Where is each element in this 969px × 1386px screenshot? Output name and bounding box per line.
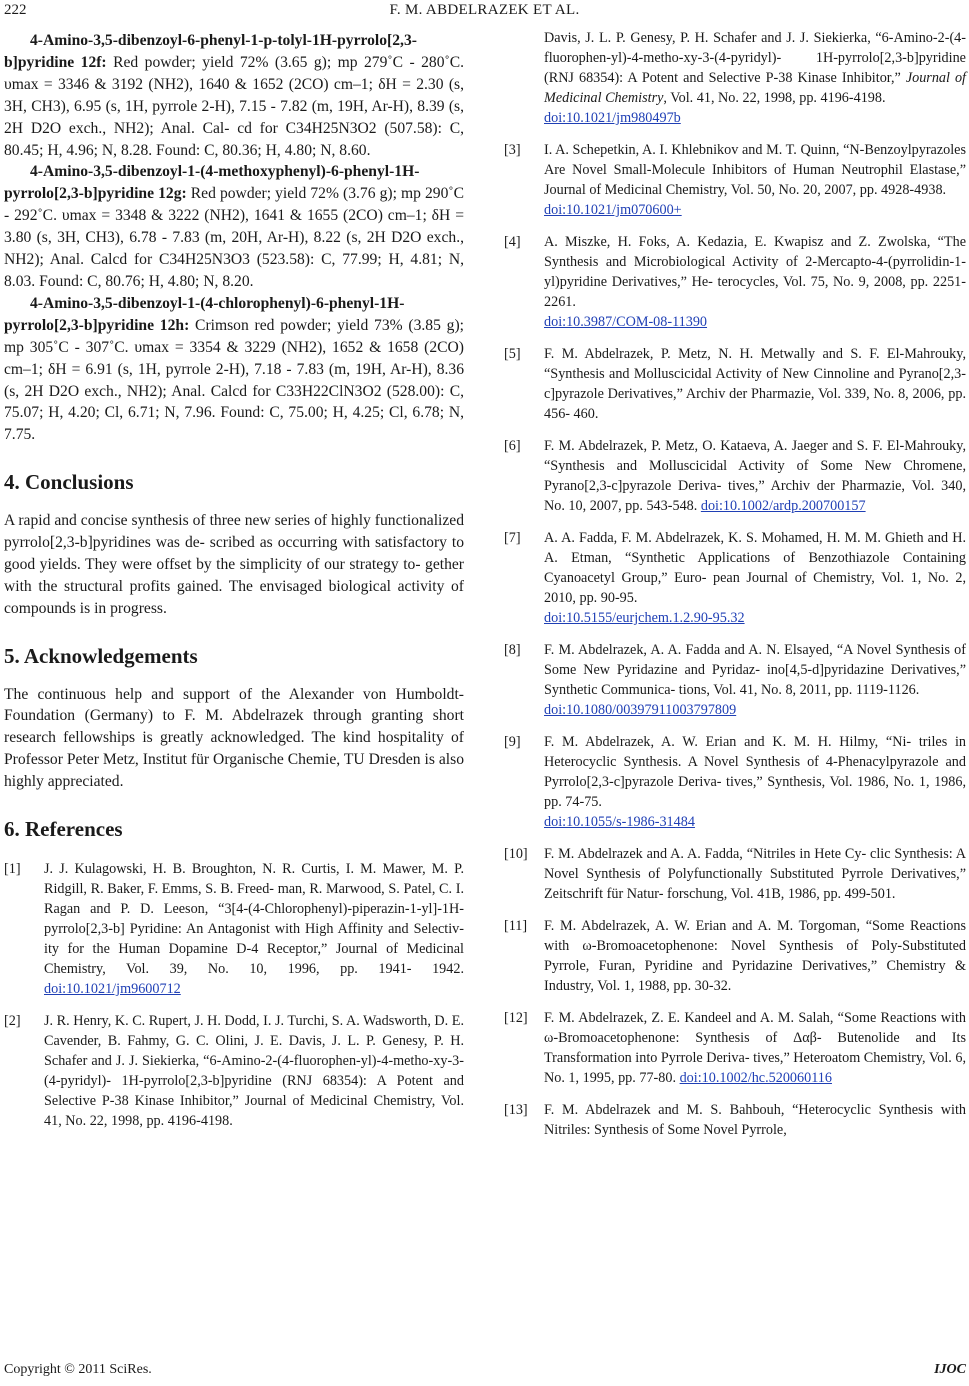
conclusions-text: A rapid and concise synthesis of three new series of highly functionalized pyrrolo[2,3-b]pyridines was de- scribed as occurring with satisfactory to good yields. They were offset by the simplicity of our strategy to- gether with the structural profits gained. The envisaged biological activity of compounds is in progress.: [4, 512, 464, 617]
reference-text: F. M. Abdelrazek, P. Metz, N. H. Metwally and S. F. El-Mahrouky, “Synthesis and Molluscicidal Activity of New Cinnoline and Pyrano[2,3-c]pyrazole Derivatives,” Archiv der Pharmazie, Vol. 339, No. 8, 2006, pp. 456- 460.: [544, 346, 966, 422]
reference-text: A. A. Fadda, F. M. Abdelrazek, K. S. Mohamed, H. M. M. Ghieth and H. A. Etman, “Synthetic Applications of Benzothiazole Containing Cyanoacetyl Group,” Euro- pean Journal of Chemistry, Vol. 1, No. 2, 2010, pp. 90-95.: [544, 530, 966, 606]
compound-entry: [4, 30, 464, 161]
reference-number: [4]: [504, 234, 521, 250]
reference-number: [12]: [504, 1010, 528, 1026]
reference-item: [504, 140, 966, 220]
compound-description: Red powder; yield 72% (3.65 g); mp 279˚C - 280˚C. υmax = 3346 & 3192 (NH2), 1640 & 1652 (2CO) cm–1; δH = 2.30 (s, 3H, CH3), 6.95 (s, 1H, pyrrole 2-H), 7.15 - 7.82 (m, 19H, Ar-H), 8.39 (s, 2H D2O exch., NH2); Anal. Cal- cd for C34H25N3O2 (507.58): C, 80.45; H, 4.96; N, 8.28. Found: C, 80.36; H, 4.80; N, 8.60.: [4, 53, 464, 159]
doi-link[interactable]: doi:10.1021/jm9600712: [44, 981, 181, 997]
reference-number: [6]: [504, 438, 521, 454]
reference-text: F. M. Abdelrazek and A. A. Fadda, “Nitriles in Hete Cy- clic Synthesis: A Novel Synthesis of Polyfunctionally Substituted Pyrrole Derivatives,” Zeitschrift für Natur- forschung, Vol. 41B, 1986, pp. 499-501.: [544, 846, 966, 902]
section-heading-conclusions: 4. Conclusions: [4, 470, 134, 495]
reference-text: F. M. Abdelrazek, Z. E. Kandeel and A. M. Salah, “Some Reactions with ω-Bromoacetophenone: Synthesis of Δαβ- Butenolide and Its Transformation into Pyrrole Deriva- tives,” Heteroatom Chemistry, Vol. 6, No. 1, 1995, pp. 77-80.: [544, 1010, 967, 1086]
page-number: 222: [4, 2, 27, 18]
compound-name: 4-Amino-3,5-dibenzoyl-1-(4-methoxyphenyl)-6-phenyl-1H-pyrrolo[2,3-b]pyridine 12g:: [4, 163, 420, 203]
reference-item: [504, 916, 966, 996]
compound-description: Red powder; yield 72% (3.76 g); mp 290˚C - 292˚C. υmax = 3348 & 3222 (NH2), 1641 & 1655 (2CO) cm–1; δH = 3.80 (s, 3H, CH3), 6.78 - 7.83 (m, 20H, Ar-H), 8.22 (s, 2H D2O exch., NH2); Anal. Calcd for C34H25N3O3 (523.58): C, 77.99; H, 4.81; N, 8.03. Found: C, 80.76; H, 4.80; N, 8.20.: [4, 185, 464, 290]
reference-text: F. M. Abdelrazek, P. Metz, O. Kataeva, A. Jaeger and S. F. El-Mahrouky, “Synthesis and Molluscicidal Activity of Some New Chromene, Pyrano[2,3-c]pyrazole Deriva- tives,” Archiv der Pharmazie, Vol. 340, No. 10, 2007, pp. 543-548.: [544, 438, 966, 514]
reference-number: [2]: [4, 1013, 21, 1029]
compound-entry: [4, 293, 464, 446]
reference-number: [7]: [504, 530, 521, 546]
reference-item: [4, 1011, 464, 1129]
compound-name: 4-Amino-3,5-dibenzoyl-1-(4-chlorophenyl)-6-phenyl-1H-pyrrolo[2,3-b]pyridine 12h:: [4, 294, 405, 334]
compound-description: Crimson red powder; yield 73% (3.85 g); mp 305˚C - 307˚C. υmax = 3354 & 3229 (NH2), 1652 & 1658 (2CO) cm–1; δH = 6.91 (s, 1H, pyrrole 2-H), 7.18 - 7.83 (m, 19H, Ar-H), 8.36 (s, 2H D2O exch., NH2); Anal. Calcd for C33H22ClN3O2 (528.00): C, 75.07; H, 4.20; Cl, 6.71; N, 7.96. Found: C, 75.00; H, 4.25; Cl, 6.78; N, 7.75.: [4, 316, 464, 444]
doi-link[interactable]: doi:10.5155/eurjchem.1.2.90-95.32: [544, 610, 745, 626]
reference-number: [5]: [504, 346, 521, 362]
reference-number: [11]: [504, 918, 528, 934]
left-column: [4, 30, 464, 1129]
section-heading-references: 6. References: [4, 817, 123, 842]
right-column: [504, 30, 966, 1140]
reference-number: [9]: [504, 734, 521, 750]
doi-link[interactable]: doi:10.1021/jm980497b: [544, 110, 681, 126]
reference-item: [504, 344, 966, 424]
reference-item: [504, 640, 966, 720]
reference-item-continued: Davis, J. L. P. Genesy, P. H. Schafer and J. J. Siekierka, “6-Amino-2-(4-fluorophen-yl)-4-metho-xy-3-(4-pyridyl)- 1H-pyrrolo[2,3-b]pyridine (RNJ 68354): A Potent and Selective P-38 Kinase Inhibitor,” Journal of Medicinal Chemistry, Vol. 41, No. 22, 1998, pp. 4196-4198. doi:10.1021/jm980497b: [544, 30, 967, 126]
reference-number: [10]: [504, 846, 528, 862]
doi-link[interactable]: doi:10.1002/hc.520060116: [679, 1070, 832, 1086]
reference-item: [504, 844, 966, 904]
reference-number: [8]: [504, 642, 521, 658]
reference-text: F. M. Abdelrazek, A. W. Erian and A. M. Torgoman, “Some Reactions with ω-Bromoacetophenone: Novel Synthesis of Poly-Substituted Pyrrole, Furan, Pyridine and Pyridazine Derivatives,” Chemistry & Industry, Vol. 1, 1988, pp. 30-32.: [544, 918, 966, 994]
reference-text: J. R. Henry, K. C. Rupert, J. H. Dodd, I. J. Turchi, S. A. Wadsworth, D. E. Cavender, B. Fahmy, G. C. Olini, J. E. Davis, J. L. P. Genesy, P. H. Schafer and J. J. Siekierka, “6-Amino-2-(4-fluorophen-yl)-4-metho-xy-3-(4-pyridyl)- 1H-pyrrolo[2,3-b]pyridine (RNJ 68354): A Potent and Selective P-38 Kinase Inhibitor,” Journal of Medicinal Chemistry, Vol. 41, No. 22, 1998, pp. 4196-4198.: [44, 1013, 464, 1129]
doi-link[interactable]: doi:10.1002/ardp.200700157: [700, 498, 866, 514]
compound-entry: [4, 161, 464, 292]
reference-text: I. A. Schepetkin, A. I. Khlebnikov and M. T. Quinn, “N-Benzoylpyrazoles Are Novel Small-Molecule Inhibitors of Human Neutrophil Elastase,” Journal of Medicinal Chemistry, Vol. 50, No. 20, 2007, pp. 4928-4938.: [544, 142, 966, 198]
compound-name: 4-Amino-3,5-dibenzoyl-6-phenyl-1-p-tolyl-1H-pyrrolo[2,3-b]pyridine 12f:: [4, 32, 417, 71]
doi-link[interactable]: doi:10.1080/00397911003797809: [544, 702, 737, 718]
doi-link[interactable]: doi:10.1055/s-1986-31484: [544, 814, 695, 830]
reference-text: A. Miszke, H. Foks, A. Kedazia, E. Kwapisz and Z. Zwolska, “The Synthesis and Microbiological Activity of 2-Mercapto-4-(pyrrolidin-1-yl)pyridine Derivatives,” He- terocycles, Vol. 75, No. 9, 2008, pp. 2251-2261.: [544, 234, 966, 310]
section-heading-acknowledgements: 5. Acknowledgements: [4, 643, 198, 668]
running-head: F. M. ABDELRAZEK ET AL.: [389, 2, 580, 18]
journal-abbreviation: IJOC: [934, 1362, 966, 1377]
reference-number: [1]: [4, 861, 21, 877]
reference-text: F. M. Abdelrazek and M. S. Bahbouh, “Heterocyclic Synthesis with Nitriles: Synthesis of Some Novel Pyrrole,: [544, 1102, 966, 1138]
reference-item: [504, 436, 966, 516]
reference-item: [504, 1100, 966, 1140]
reference-number: [3]: [504, 142, 521, 158]
doi-link[interactable]: doi:10.1021/jm070600+: [544, 202, 682, 218]
page-header: [0, 0, 969, 24]
doi-link[interactable]: doi:10.3987/COM-08-11390: [544, 314, 708, 330]
reference-item: [4, 859, 464, 999]
reference-item: [504, 1008, 966, 1088]
acknowledgements-text: The continuous help and support of the Alexander von Humboldt-Foundation (Germany) to F. M. Abdelrazek through granting short research fellowships is greatly acknowledged. The kind hospitality of Professor Peter Metz, Institut für Organische Chemie, TU Dresden is also highly appreciated.: [4, 685, 464, 791]
page-footer: [0, 1360, 969, 1382]
reference-number: [13]: [504, 1102, 528, 1118]
copyright-notice: Copyright © 2011 SciRes.: [4, 1362, 152, 1377]
reference-text: J. J. Kulagowski, H. B. Broughton, N. R. Curtis, I. M. Mawer, M. P. Ridgill, R. Baker, F. Emms, S. B. Freed- man, R. Marwood, S. Patel, C. I. Ragan and P. D. Leeson, “3[4-(4-Chlorophenyl)-piperazin-1-yl]-1H-pyrrolo[2,3-b] Pyridine: An Antagonist with High Affinity and Selectiv- ity for the Human Dopamine D-4 Receptor,” Journal of Medicinal Chemistry, Vol. 39, No. 10, 1996, pp. 1941- 1942.: [44, 861, 464, 977]
reference-item: [504, 232, 966, 332]
reference-text: F. M. Abdelrazek, A. A. Fadda and A. N. Elsayed, “A Novel Synthesis of Some New Pyridazine and Pyridaz- ino[4,5-d]pyridazine Derivatives,” Synthetic Communica- tions, Vol. 41, No. 8, 2011, pp. 1119-1126.: [544, 642, 966, 698]
reference-item: [504, 528, 966, 628]
reference-text: F. M. Abdelrazek, A. W. Erian and K. M. H. Hilmy, “Ni- triles in Heterocyclic Synthesis. A Novel Synthesis of 4-Phenacylpyrazole and Pyrrolo[2,3-c]pyrazole Deriva- tives,” Synthesis, Vol. 1986, No. 1, 1986, pp. 74-75.: [544, 734, 966, 810]
reference-item: [504, 732, 966, 832]
